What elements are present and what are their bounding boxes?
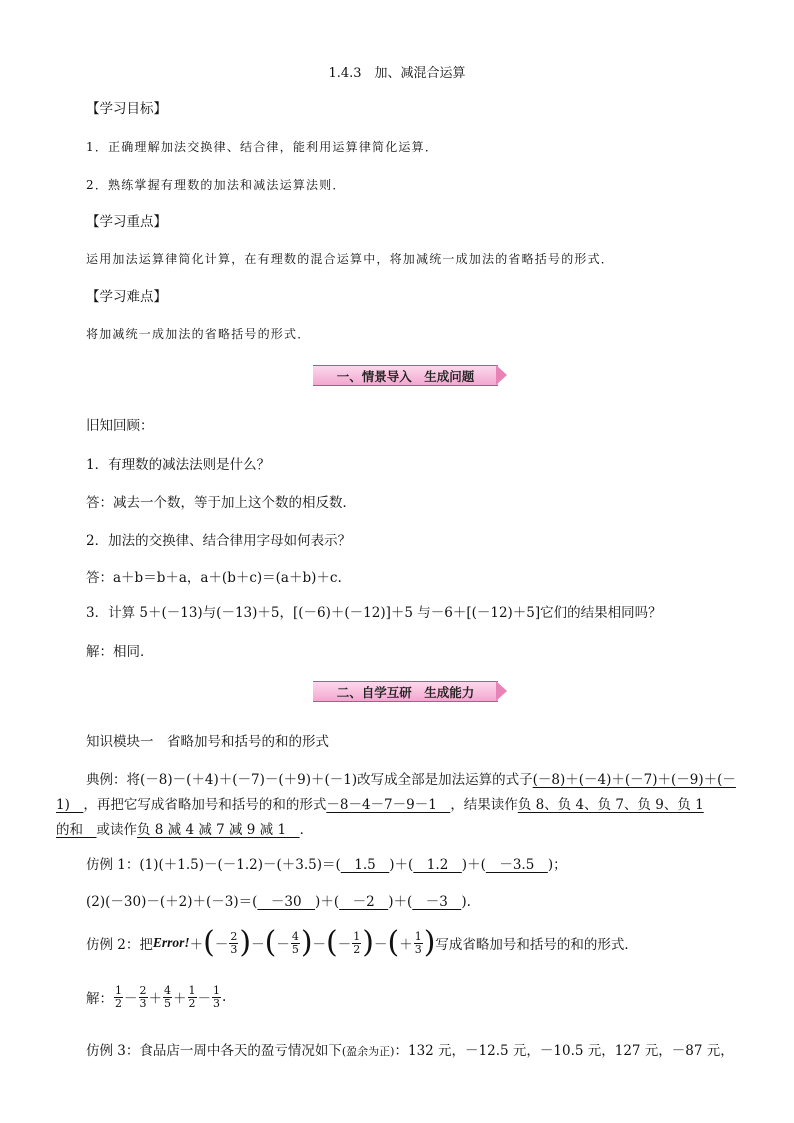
fraction: $\frac{1}{2}$ xyxy=(188,983,196,1010)
imitation-3-text: 仿例 3：食品店一周中各天的盈亏情况如下 xyxy=(86,1043,342,1059)
review-answer-3: 解：相同． xyxy=(86,644,154,660)
example-answer-4: 负 8 减 4 减 7 减 9 减 1 xyxy=(137,822,300,838)
difficulty-heading: 【学习难点】 xyxy=(86,289,167,305)
imitation-1-part-1 xyxy=(86,853,567,873)
example-line-3 xyxy=(56,818,313,838)
imitation-1b-blank-1: －30 xyxy=(257,894,316,910)
imitation-2-fractions: ( － $\frac{2}{3}$ ) － ( － $\frac{4}{5}$ ) － ( － $\frac{1}{2}$ ) － ( ＋ $\frac{1}{3}$ ) xyxy=(203,925,436,960)
frac-sign: － xyxy=(276,937,290,953)
difficulty-text: 将加减统一成加法的省略括号的形式． xyxy=(86,327,311,341)
example-answer-3: 负 8、负 4、负 7、负 9、负 1 xyxy=(517,797,704,813)
fraction: $\frac{2}{3}$ xyxy=(139,983,147,1010)
fraction: $\frac{1}{2}$ xyxy=(115,983,122,1010)
section-banner-1-label: 一、情景导入 生成问题 xyxy=(336,369,475,384)
fraction: $\frac{4}{5}$ xyxy=(164,983,171,1010)
frac-sign: ＋ xyxy=(399,937,413,953)
module-heading: 知识模块一 省略加号和括号的和的形式 xyxy=(86,734,329,750)
fraction: $\frac{2}{3}$ xyxy=(230,929,238,956)
imitation-1b-blank-2: －2 xyxy=(339,894,389,910)
key-heading: 【学习重点】 xyxy=(86,214,167,230)
example-text-2: ，再把它写成省略加号和括号的和的形式 xyxy=(83,797,327,813)
imitation-2-text-end: 写成省略加号和括号的和的形式． xyxy=(435,937,638,953)
imitation-3-values: ：132 元，－12.5 元，－10.5 元，127 元，－87 元， xyxy=(394,1043,734,1059)
section-banner-1 xyxy=(313,365,508,386)
frac-sign: － xyxy=(214,937,229,953)
goal-2: 2．熟练掌握有理数的加法和减法运算法则． xyxy=(86,178,346,192)
example-line-2 xyxy=(56,793,704,813)
imitation-3-note: (盈余为正) xyxy=(341,1045,395,1058)
section-banner-2-label: 二、自学互研 生成能力 xyxy=(336,685,475,700)
example-text: 典例：将(－8)－(＋4)＋(－7)－(＋9)＋(－1)改写成全部是加法运算的式子 xyxy=(86,772,533,788)
imitation-1b-text: (2)(－30)－(＋2)＋(－3)＝( xyxy=(86,894,258,910)
fraction: $\frac{1}{2}$ xyxy=(353,929,361,956)
review-question-2: 2．加法的交换律、结合律用字母如何表示？ xyxy=(86,533,352,549)
review-answer-1: 答：减去一个数，等于加上这个数的相反数． xyxy=(86,495,356,511)
review-answer-2: 答：a＋b＝b＋a，a＋(b＋c)＝(a＋b)＋c. xyxy=(86,570,342,586)
example-line-1 xyxy=(86,768,736,788)
imitation-2-text: 仿例 2：把 xyxy=(86,937,153,953)
fraction: $\frac{1}{3}$ xyxy=(213,983,220,1010)
imitation-1-part-2 xyxy=(86,890,471,910)
imitation-1-blank-3: －3.5 xyxy=(485,857,548,873)
imitation-1b-op-2: )＋( xyxy=(388,894,413,910)
goal-1: 1．正确理解加法交换律、结合律，能利用运算律简化运算． xyxy=(86,140,439,154)
review-heading: 旧知回顾： xyxy=(86,418,154,434)
example-answer-2: －8－4－7－9－1 xyxy=(326,797,451,813)
example-text-3: ，结果读作 xyxy=(450,797,518,813)
imitation-1-blank-1: 1.5 xyxy=(340,857,390,873)
example-end: ． xyxy=(299,822,314,838)
imitation-3 xyxy=(86,1039,734,1059)
imitation-2-solution: 解： $\frac{1}{2}$ － $\frac{2}{3}$ ＋ $\frac{4}{5}$ ＋ $\frac{1}{2}$ － $\frac{1}{3}$ . xyxy=(86,983,227,1010)
example-answer-1: (－8)＋(－4)＋(－7)＋(－9)＋(－ xyxy=(532,772,736,788)
fraction: $\frac{4}{5}$ xyxy=(291,929,299,956)
imitation-1b-op-1: )＋( xyxy=(315,894,340,910)
error-marker: Error! xyxy=(152,935,190,950)
imitation-1b-blank-3: －3 xyxy=(412,894,462,910)
example-text-4: 或读作 xyxy=(96,822,137,838)
page-title: 1.4.3 加、减混合运算 xyxy=(328,66,466,81)
section-banner-2 xyxy=(313,681,508,702)
fraction: $\frac{1}{3}$ xyxy=(414,929,422,956)
imitation-1b-end: ). xyxy=(461,894,471,910)
imitation-1-text: 仿例 1：(1)(＋1.5)－(－1.2)－(＋3.5)＝( xyxy=(86,857,341,873)
solution-label: 解： xyxy=(86,991,113,1007)
review-question-3: 3．计算 5＋(－13)与(－13)＋5，[(－6)＋(－12)]＋5 与－6＋[(－12)＋5]它们的结果相同吗？ xyxy=(86,605,662,621)
frac-sign: － xyxy=(337,937,352,953)
key-text: 运用加法运算律简化计算，在有理数的混合运算中，将加减统一成加法的省略括号的形式． xyxy=(86,252,615,266)
review-question-1: 1．有理数的减法法则是什么？ xyxy=(86,457,271,473)
imitation-1-op-1: )＋( xyxy=(389,857,414,873)
imitation-1-op-2: )＋( xyxy=(461,857,486,873)
goals-heading: 【学习目标】 xyxy=(86,101,167,117)
imitation-1-blank-2: 1.2 xyxy=(413,857,462,873)
imitation-2: 仿例 2：把 Error! ＋ ( － $\frac{2}{3}$ ) － ( － $\frac{4}{5}$ ) － ( － $\frac{1}{2}$ ) － ( ＋ $\frac{1}{3}$ ) 写成省略加号和括号的和的形式． xyxy=(86,925,638,960)
imitation-1-end: )； xyxy=(547,857,567,873)
example-answer-1-cont: 1) xyxy=(56,797,84,813)
example-answer-3-cont: 的和 xyxy=(56,822,97,838)
